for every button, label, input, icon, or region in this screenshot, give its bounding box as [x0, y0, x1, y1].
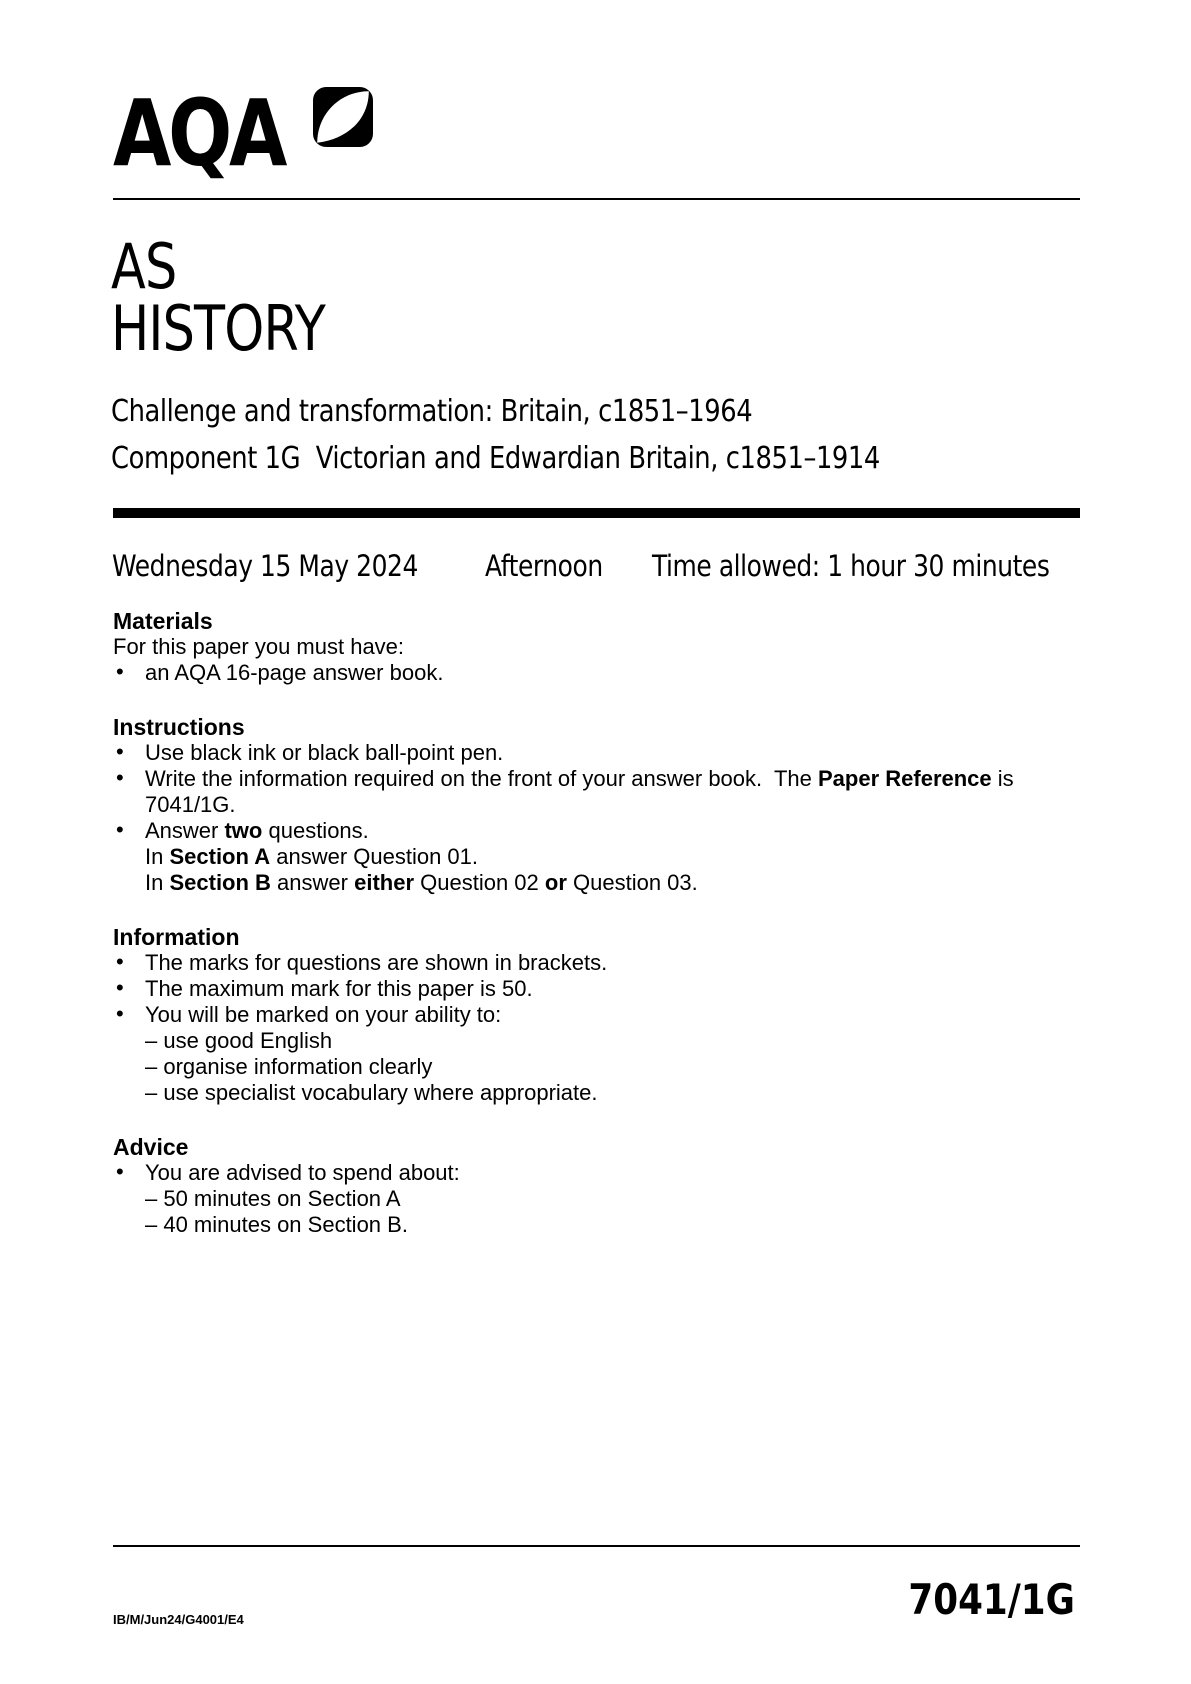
text: – use specialist vocabulary where appropriate.: [145, 1080, 598, 1105]
bullet-item: [113, 976, 1018, 1002]
instructions-sections: [113, 608, 1018, 1238]
bullet-dot: •: [116, 817, 124, 842]
section-heading: Materials: [113, 608, 213, 634]
title-subject: HISTORY: [111, 292, 325, 365]
bullet-dot: •: [116, 1001, 124, 1026]
bullet-item: [113, 660, 1018, 686]
section-heading: Instructions: [113, 714, 245, 740]
text: answer Question 01.: [270, 844, 479, 869]
section-materials: [113, 608, 1018, 686]
text: In: [145, 844, 170, 869]
text: questions.: [262, 818, 369, 843]
text: In: [145, 870, 170, 895]
session-row: [112, 549, 1102, 581]
paper-reference: 7041/1G: [908, 1575, 1075, 1624]
footer-print-code: IB/M/Jun24/G4001/E4: [113, 1612, 244, 1627]
bullet-item: [113, 818, 1018, 844]
bullet-dot: •: [116, 975, 124, 1000]
bold-text: Section B: [169, 870, 271, 895]
text: – use good English: [145, 1028, 333, 1053]
bold-text: or: [544, 870, 567, 895]
bullet-item: [113, 740, 1018, 766]
sub-item: [113, 1212, 1018, 1238]
bullet-dot: •: [116, 765, 124, 790]
text: You will be marked on your ability to:: [145, 1002, 502, 1027]
title-divider-bar: [113, 508, 1080, 518]
aqa-logo: [113, 80, 322, 194]
text-line: [113, 792, 1018, 818]
text: – 50 minutes on Section A: [145, 1186, 401, 1211]
text: You are advised to spend about:: [145, 1160, 460, 1185]
title-level: AS: [111, 230, 177, 303]
text: is: [991, 766, 1014, 791]
qualification-title: [111, 230, 372, 365]
time-allowed: Time allowed: 1 hour 30 minutes: [652, 549, 1050, 583]
bold-text: either: [354, 870, 415, 895]
section-heading: Information: [113, 924, 240, 950]
exam-date: Wednesday 15 May 2024: [112, 549, 418, 583]
text: Question 02: [414, 870, 545, 895]
sub-item: [113, 1080, 1018, 1106]
sub-item: [113, 1054, 1018, 1080]
text: The marks for questions are shown in brackets.: [145, 950, 608, 975]
bullet-item: [113, 1160, 1018, 1186]
sub-item: [113, 1186, 1018, 1212]
text: 7041/1G.: [145, 792, 236, 817]
text: The maximum mark for this paper is 50.: [145, 976, 533, 1001]
exam-session: Afternoon: [485, 549, 603, 583]
section-advice: [113, 1134, 1018, 1238]
text: an AQA 16-page answer book.: [145, 660, 444, 685]
section-information: [113, 924, 1018, 1106]
bullet-dot: •: [116, 949, 124, 974]
text: Answer: [145, 818, 225, 843]
sub-item: [113, 1028, 1018, 1054]
aqa-logo-text: AQA: [113, 80, 285, 187]
text: Write the information required on the front of your answer book. The: [145, 766, 818, 791]
bullet-dot: •: [116, 739, 124, 764]
component-subtitle: [111, 388, 1005, 482]
text: – 40 minutes on Section B.: [145, 1212, 408, 1237]
bullet-item: [113, 950, 1018, 976]
bold-text: two: [224, 818, 263, 843]
text: Question 03.: [566, 870, 698, 895]
bullet-dot: •: [116, 1159, 124, 1184]
text: For this paper you must have:: [113, 634, 405, 659]
subtitle-option: Challenge and transformation: Britain, c1851–1964: [111, 394, 753, 429]
text-line: [113, 844, 1018, 870]
text-line: [113, 634, 1018, 660]
bullet-item: [113, 1002, 1018, 1028]
footer-divider: [113, 1545, 1080, 1547]
bullet-dot: •: [116, 659, 124, 684]
text: Use black ink or black ball-point pen.: [145, 740, 504, 765]
leaf-icon: [313, 87, 373, 147]
bold-text: Section A: [169, 844, 271, 869]
text: – organise information clearly: [145, 1054, 433, 1079]
bullet-item: [113, 766, 1018, 792]
bold-text: Paper Reference: [818, 766, 992, 791]
section-instructions: [113, 714, 1018, 896]
subtitle-component: Component 1G Victorian and Edwardian Britain, c1851–1914: [111, 441, 880, 476]
text-line: [113, 870, 1018, 896]
section-heading: Advice: [113, 1134, 189, 1160]
header-divider: [113, 198, 1080, 200]
text: answer: [270, 870, 355, 895]
